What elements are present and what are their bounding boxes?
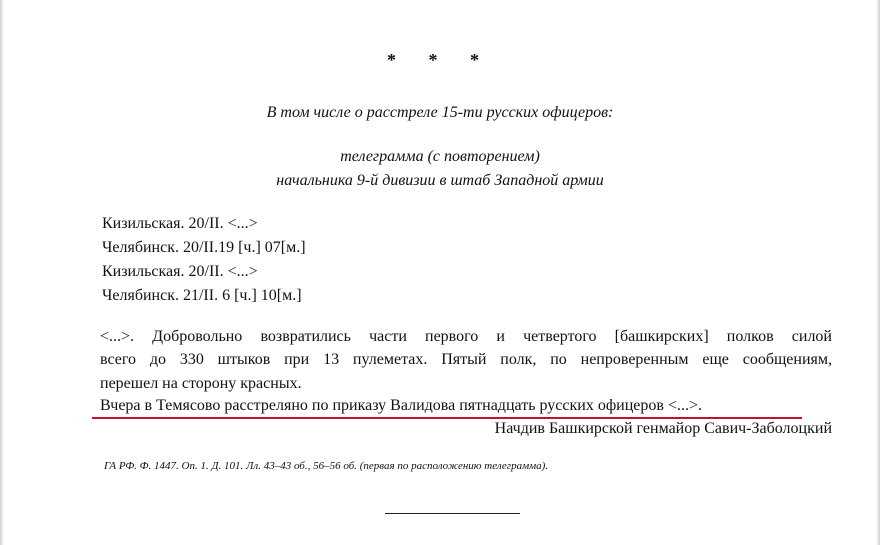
telegram-header-line: Челябинск. 20/II.19 [ч.] 07[м.] bbox=[102, 239, 306, 256]
highlighted-text-line: Вчера в Темясово расстреляно по приказу Валидова пятнадцать русских офицеров <...>. bbox=[100, 397, 703, 414]
section-separator: * * * bbox=[387, 50, 493, 70]
section-subtitle-line1: телеграмма (с повторением) bbox=[340, 148, 540, 165]
section-subtitle-line2: начальника 9-й дивизии в штаб Западной армии bbox=[276, 172, 604, 189]
signature-line: Начдив Башкирской генмайор Савич-Заболоцкий bbox=[494, 420, 832, 437]
body-text-line: перешел на сторону красных. bbox=[100, 375, 302, 392]
page-edge-left bbox=[0, 0, 4, 545]
body-text-line: всего до 330 штыков при 13 пулеметах. Пятый полк, по непроверенным еще сообщениям, bbox=[100, 351, 832, 368]
page-edge-right bbox=[876, 0, 880, 545]
source-citation: ГА РФ. Ф. 1447. Оп. 1. Д. 101. Лл. 43–43 об., 56–56 об. (первая по расположению телеграмма). bbox=[104, 460, 549, 472]
telegram-header-line: Кизильская. 20/II. <...> bbox=[102, 215, 258, 232]
footnote-rule bbox=[385, 513, 520, 514]
telegram-header-line: Челябинск. 21/II. 6 [ч.] 10[м.] bbox=[102, 287, 302, 304]
telegram-header-line: Кизильская. 20/II. <...> bbox=[102, 263, 258, 280]
body-text-line: <...>. Добровольно возвратились части первого и четвертого [башкирских] полков силой bbox=[100, 328, 832, 345]
section-title: В том числе о расстреле 15-ти русских офицеров: bbox=[266, 104, 614, 121]
